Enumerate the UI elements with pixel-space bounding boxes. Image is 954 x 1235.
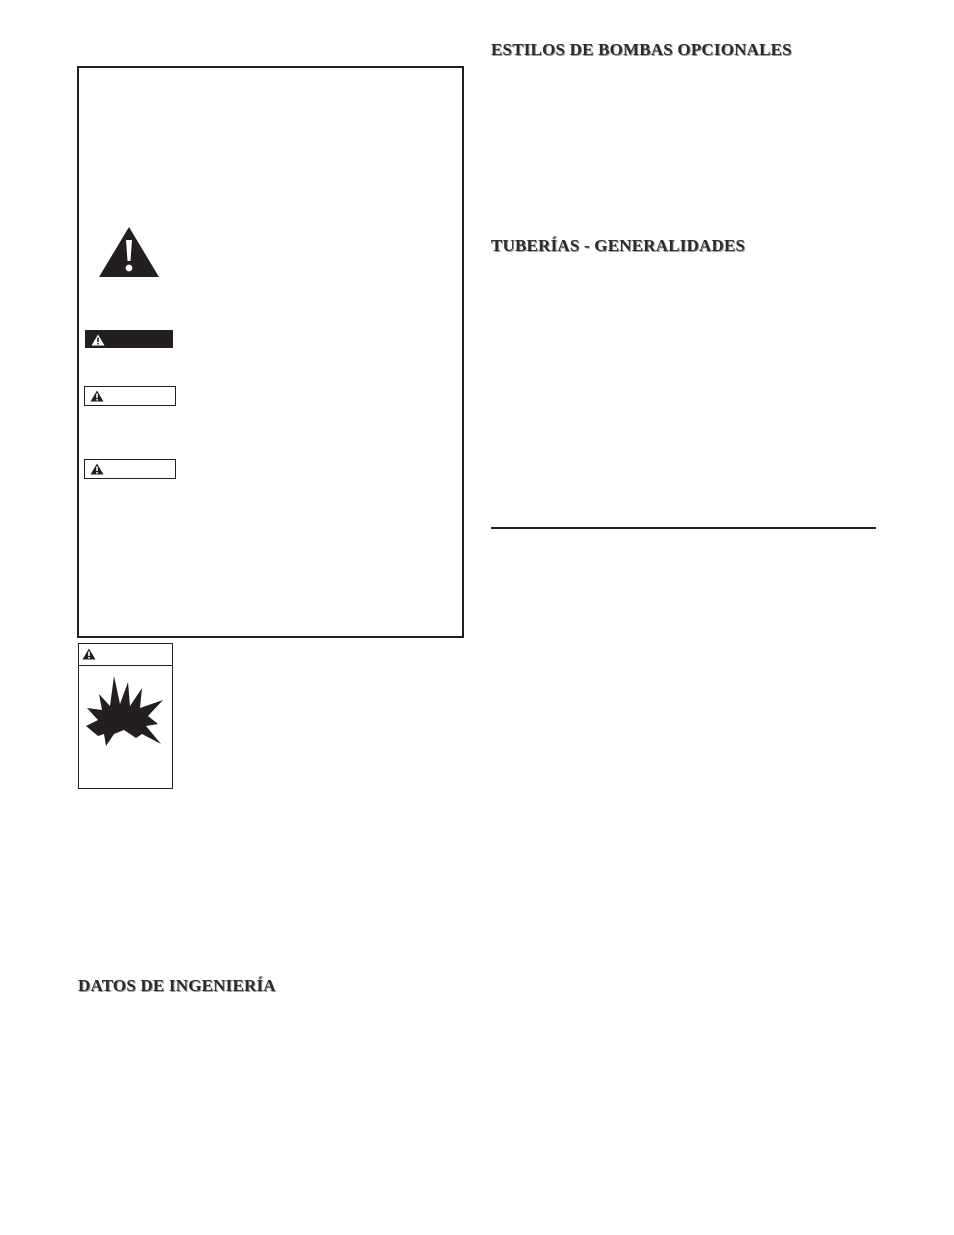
signal-word-warning-box bbox=[84, 386, 176, 406]
heading-optional-pump-styles: ESTILOS DE BOMBAS OPCIONALES bbox=[491, 40, 792, 59]
warning-triangle-icon bbox=[82, 648, 96, 660]
warning-triangle-icon bbox=[90, 463, 104, 475]
signal-word-danger-box bbox=[85, 330, 173, 348]
hazard-card-header bbox=[79, 644, 172, 666]
warning-triangle-icon bbox=[91, 334, 105, 346]
heading-engineering-data: DATOS DE INGENIERÍA bbox=[78, 976, 276, 995]
section-divider bbox=[491, 527, 876, 529]
heading-piping-general: TUBERÍAS - GENERALIDADES bbox=[491, 236, 746, 255]
safety-information-box bbox=[77, 66, 464, 638]
warning-triangle-icon bbox=[98, 226, 160, 278]
explosion-icon bbox=[84, 674, 166, 746]
signal-word-caution-box bbox=[84, 459, 176, 479]
explosion-hazard-card bbox=[78, 643, 173, 789]
warning-triangle-icon bbox=[90, 390, 104, 402]
